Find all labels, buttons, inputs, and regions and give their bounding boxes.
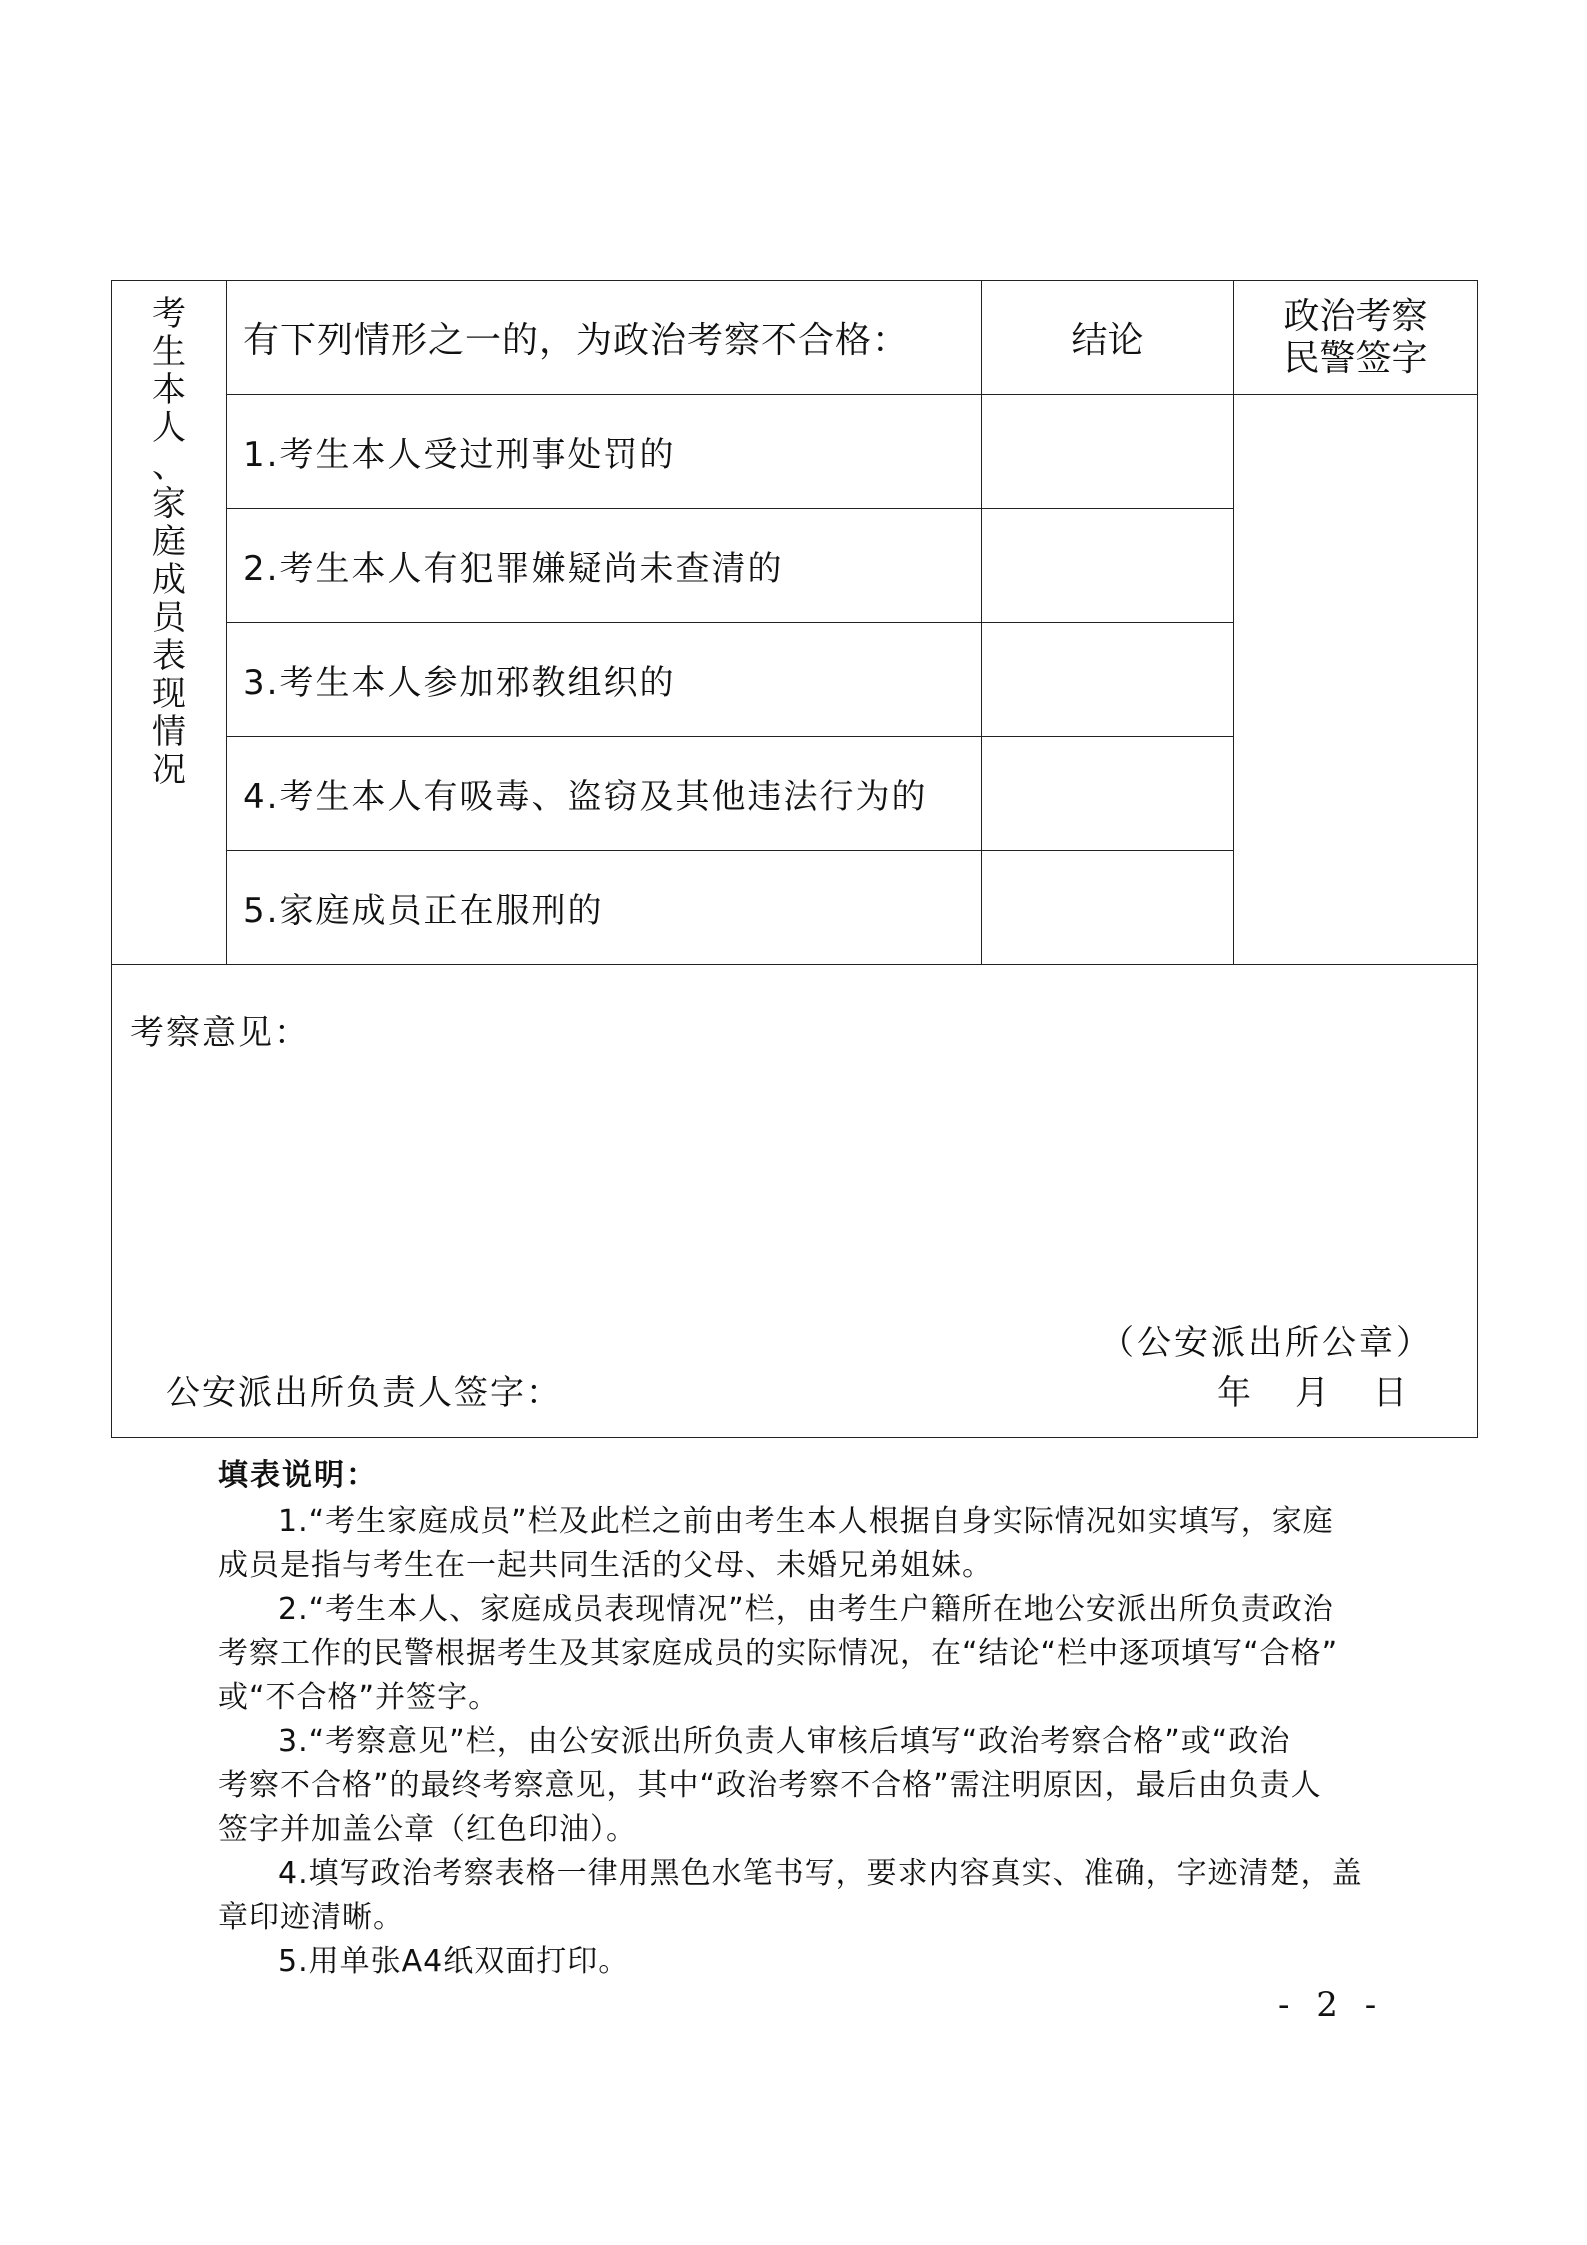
conclusion-field-1[interactable] bbox=[982, 395, 1234, 509]
criteria-item-4: 4.考生本人有吸毒、盗窃及其他违法行为的 bbox=[227, 737, 982, 851]
instruction-item-2 bbox=[218, 1588, 1398, 1720]
instruction-line: 1.“考生家庭成员”栏及此栏之前由考生本人根据自身实际情况如实填写，家庭 bbox=[278, 1504, 1334, 1539]
police-sign-header: 政治考察 民警签字 bbox=[1234, 281, 1478, 395]
date-line bbox=[1173, 1365, 1407, 1414]
section-label-char: 表 bbox=[152, 636, 186, 676]
instruction-line: 或“不合格”并签字。 bbox=[218, 1680, 500, 1715]
section-label-char: 本 bbox=[152, 370, 186, 410]
section-label-char: 生 bbox=[152, 332, 186, 372]
instruction-line: 3.“考察意见”栏，由公安派出所负责人审核后填写“政治考察合格”或“政治 bbox=[278, 1724, 1291, 1759]
conclusion-header: 结论 bbox=[982, 281, 1234, 395]
section-label-char: 现 bbox=[152, 674, 186, 714]
conclusion-field-4[interactable] bbox=[982, 737, 1234, 851]
police-sign-field[interactable] bbox=[1234, 395, 1478, 965]
page-number: - 2 - bbox=[1278, 1985, 1385, 2025]
instruction-line: 签字并加盖公章（红色印油）。 bbox=[218, 1812, 637, 1847]
seal-label: （公安派出所公章） bbox=[1100, 1323, 1433, 1363]
instruction-line: 考察不合格”的最终考察意见，其中“政治考察不合格”需注明原因，最后由负责人 bbox=[218, 1768, 1322, 1803]
date-month: 月 bbox=[1295, 1373, 1329, 1413]
instructions-title: 填表说明： bbox=[218, 1458, 378, 1493]
head-sign-label: 公安派出所负责人签字： bbox=[166, 1373, 562, 1413]
instruction-line: 5.用单张A4纸双面打印。 bbox=[278, 1944, 630, 1979]
instruction-item-1 bbox=[218, 1500, 1398, 1588]
opinion-label: 考察意见： bbox=[130, 1013, 310, 1053]
opinion-box[interactable] bbox=[112, 965, 1478, 1438]
section-label-char: 成 bbox=[152, 560, 186, 600]
conclusion-field-3[interactable] bbox=[982, 623, 1234, 737]
instruction-item-5 bbox=[218, 1940, 1398, 1984]
conclusion-field-2[interactable] bbox=[982, 509, 1234, 623]
filling-instructions bbox=[218, 1450, 1398, 1984]
criteria-item-5: 5.家庭成员正在服刑的 bbox=[227, 851, 982, 965]
section-label-char: 人 bbox=[152, 408, 186, 448]
date-year: 年 bbox=[1217, 1373, 1251, 1413]
section-label-char: 家 bbox=[152, 484, 186, 524]
criteria-item-3: 3.考生本人参加邪教组织的 bbox=[227, 623, 982, 737]
instruction-line: 2.“考生本人、家庭成员表现情况”栏，由考生户籍所在地公安派出所负责政治 bbox=[278, 1592, 1334, 1627]
section-label-char: 况 bbox=[152, 750, 186, 790]
criteria-intro: 有下列情形之一的，为政治考察不合格： bbox=[227, 281, 982, 395]
conclusion-field-5[interactable] bbox=[982, 851, 1234, 965]
instruction-line: 章印迹清晰。 bbox=[218, 1900, 404, 1935]
instruction-item-4 bbox=[218, 1852, 1398, 1940]
instruction-item-3 bbox=[218, 1720, 1398, 1852]
date-day: 日 bbox=[1373, 1373, 1407, 1413]
instruction-line: 4.填写政治考察表格一律用黑色水笔书写，要求内容真实、准确，字迹清楚，盖 bbox=[278, 1856, 1363, 1891]
instruction-line: 考察工作的民警根据考生及其家庭成员的实际情况，在“结论“栏中逐项填写“合格” bbox=[218, 1636, 1339, 1671]
instruction-line: 成员是指与考生在一起共同生活的父母、未婚兄弟姐妹。 bbox=[218, 1548, 993, 1583]
section-label-char: 、 bbox=[152, 446, 186, 486]
criteria-item-1: 1.考生本人受过刑事处罚的 bbox=[227, 395, 982, 509]
political-review-table bbox=[111, 280, 1478, 1438]
section-label-char: 员 bbox=[152, 598, 186, 638]
section-label-char: 情 bbox=[152, 712, 186, 752]
section-label-char: 考 bbox=[152, 294, 186, 334]
section-label-char: 庭 bbox=[152, 522, 186, 562]
criteria-item-2: 2.考生本人有犯罪嫌疑尚未查清的 bbox=[227, 509, 982, 623]
section-label-vertical bbox=[112, 281, 227, 965]
